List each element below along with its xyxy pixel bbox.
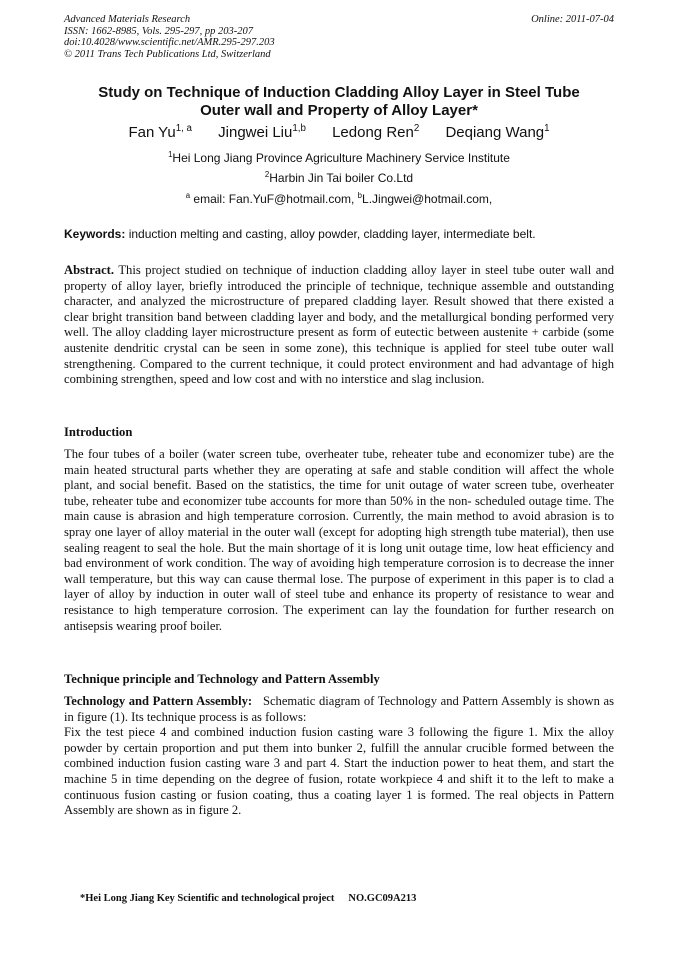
abstract-label: Abstract. (64, 263, 115, 277)
introduction-text: The four tubes of a boiler (water screen tube, overheater tube, reheater tube and economizer tube) are the main heated structural parts whether they are operating at safe and stable condition will affect the whole plant, and social benefit. Based on the statistics, the time for unit outage of water screen tube, overheater tube, reheater tube and economizer tube accounts for more than 50% in the non- scheduled outage time. The main cause is abrasion and high temperature corrosion. Currently, the main method to avoid abrasion is to spray one layer of alloy material in the outer wall (except for adopting high strength tube material), then use sealing reagent to seal the hole. But the main shortage of it is long unit outage time, low heat efficiency and bad environment of work condition. The way of avoiding high temperature corrosion is to decrease the inner wall temperature, but this way can cause thermal lose. The purpose of experiment in this paper is to clad a layer of alloy by induction in outer wall of steel tube and enhance its property of resistance to wear and resistance to high temperature corrosion. The experiment can lay the foundation for further research on antisepsis wearing proof boiler. (64, 447, 614, 633)
footnote (80, 893, 416, 904)
author: Deqiang Wang$^1$ (445, 123, 550, 141)
subsection-label: Technology and Pattern Assembly: (64, 694, 253, 708)
keywords-text: induction melting and casting, alloy powder, cladding layer, intermediate belt. (128, 227, 536, 241)
author-list (64, 124, 614, 141)
copyright: © 2011 Trans Tech Publications Ltd, Switzerland (64, 48, 271, 60)
author: Jingwei Liu$^{1,b}$ (218, 123, 306, 141)
affiliation-1: $^1$Hei Long Jiang Province Agriculture Machinery Service Institute (168, 150, 510, 165)
journal-header (64, 14, 275, 60)
paper-title (64, 84, 614, 119)
project-number: NO.GC09A213 (348, 893, 417, 904)
journal-name: Advanced Materials Research (64, 14, 191, 25)
section-body (64, 694, 614, 819)
title-line-1: Study on Technique of Induction Cladding Alloy Layer in Steel Tube (98, 84, 580, 101)
section-heading: Technique principle and Technology and Pattern Assembly (64, 672, 380, 686)
footnote-text: *Hei Long Jiang Key Scientific and technological project (80, 893, 335, 904)
affiliation-2: $^2$Harbin Jin Tai boiler Co.Ltd (264, 170, 414, 185)
keywords-label: Keywords: (64, 227, 126, 241)
doi: doi:10.4028/www.scientific.net/AMR.295-297.203 (64, 37, 275, 49)
email-a[interactable]: email: Fan.YuF@hotmail.com, (193, 192, 355, 206)
issn: ISSN: 1662-8985, Vols. 295-297, pp 203-207 (64, 25, 253, 37)
introduction-heading: Introduction (64, 425, 133, 439)
author: Ledong Ren$^2$ (332, 123, 420, 141)
email-b[interactable]: L.Jingwei@hotmail.com, (362, 192, 493, 206)
keywords (64, 227, 614, 243)
online-date: Online: 2011-07-04 (531, 14, 614, 25)
title-line-2: Outer wall and Property of Alloy Layer* (200, 101, 478, 119)
author: Fan Yu$^{1, a}$ (128, 123, 192, 141)
abstract-text: This project studied on technique of induction cladding alloy layer in steel tube outer wall and property of alloy layer, briefly introduced the principle of technique, technique assemble and outstanding character, and analyzed the microstructure of prepared cladding layer. Result showed that there existed a clear bright transition band between cladding layer and body, and the metallurgical bonding performed very well. The alloy cladding layer microstructure present as form of eutectic between austenite + carbide (some austenite dendritic crystal can be seen in some zone), this technique is applied for steel tube outer wall strengthening. Compared to the current technique, it could protect environment and had advantage of high combining strengthen, speed and low cost and with no interstice and slag inclusion. (64, 263, 614, 387)
subsection-paragraph: Technology and Pattern Assembly: Schematic diagram of Technology and Pattern Assembly is shown as in figure (1). Its technique process is as follows: (64, 694, 614, 724)
author-emails: $^a$ email: Fan.YuF@hotmail.com, $^b$L.Jingwei@hotmail.com, (185, 191, 493, 206)
process-paragraph: Fix the test piece 4 and combined induction fusion casting ware 3 following the figure 1. Mix the alloy powder by certain proportion and put them into bunker 2, fulfill the annular crucible formed between the combined induction fusion casting ware 3 and part 4. Start the induction power to heat them, and start the machine 5 in time depending on the degree of fusion, rotate workpiece 4 and shift it to the left to make a continuous fusion casting or fusion coating, thus a coating layer 1 is formed. The real objects in Pattern Assembly are shown as in figure 2. (64, 725, 614, 818)
abstract (64, 263, 614, 388)
